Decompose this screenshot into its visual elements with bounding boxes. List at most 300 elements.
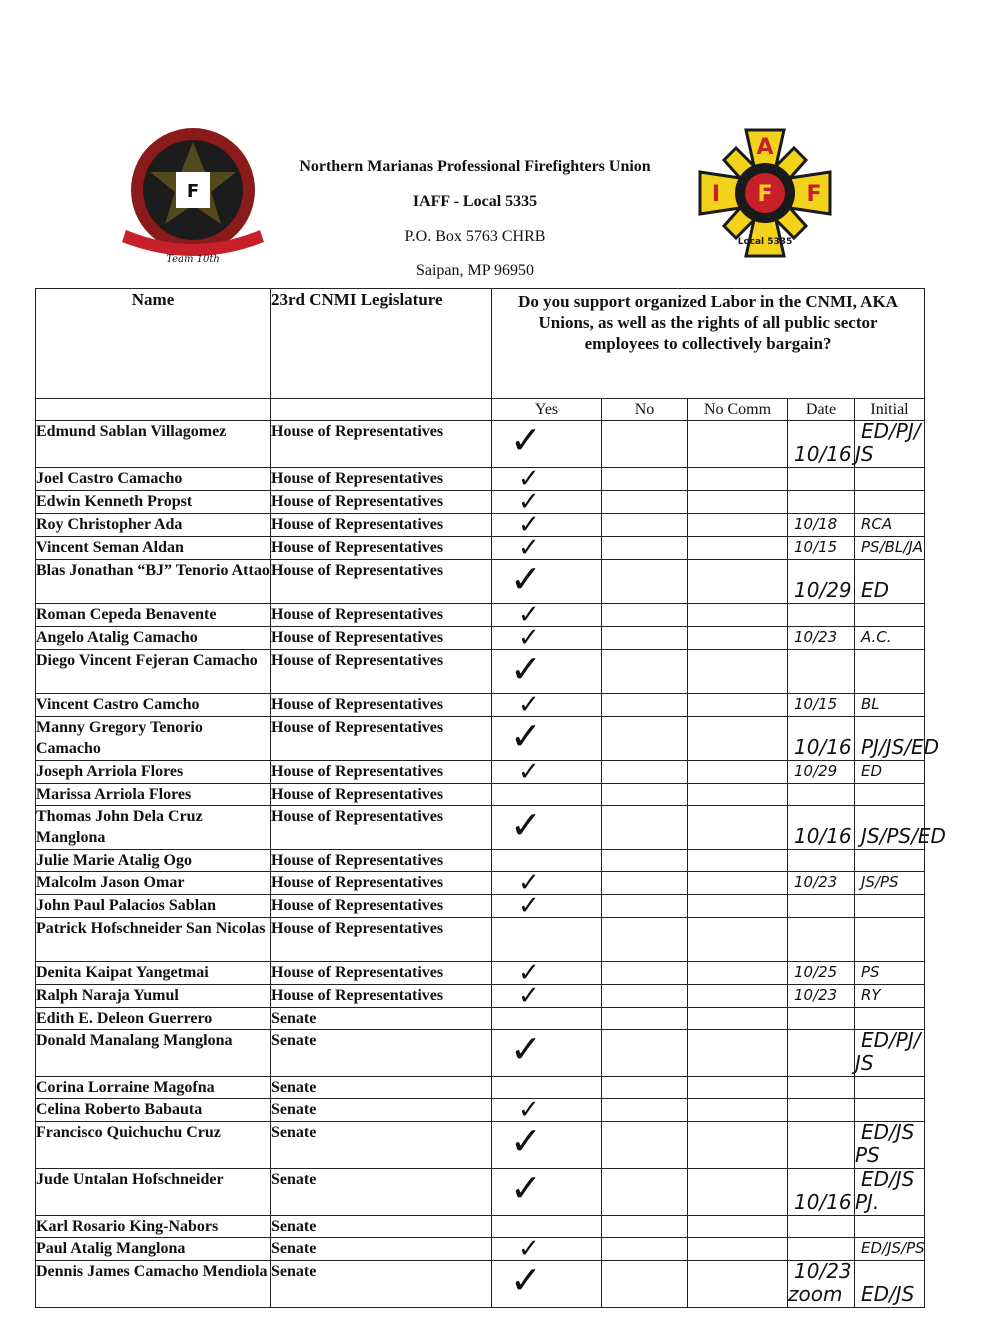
yes-cell (492, 1258, 602, 1308)
no-cell (602, 918, 688, 962)
date-cell (788, 491, 855, 514)
yes-cell (492, 981, 602, 1011)
handwritten-initials: JS/PS (861, 873, 899, 891)
yes-cell (492, 418, 602, 468)
no-comm-cell (688, 650, 788, 694)
handwritten-date (788, 1239, 794, 1257)
date-cell (788, 918, 855, 962)
table-row (36, 421, 925, 468)
date-cell (788, 421, 855, 468)
handwritten-date: 10/15 (794, 538, 838, 556)
date-cell (788, 1122, 855, 1169)
date-cell (788, 604, 855, 627)
no-comm-cell (688, 1216, 788, 1238)
handwritten-initials: ED/JS/PS (861, 1239, 925, 1257)
legislator-name: Donald Manalang Manglona (36, 1030, 271, 1077)
table-row (36, 627, 925, 650)
checkmark-icon: ✓ (518, 600, 540, 630)
handwritten-initials: JS/PS/ED (861, 824, 946, 848)
handwritten-date (788, 1051, 794, 1075)
table-row (36, 1122, 925, 1169)
initial-cell (855, 962, 925, 985)
yes-cell (492, 891, 602, 921)
checkmark-icon: ✓ (518, 1234, 540, 1264)
legislative-body: House of Representatives (271, 604, 492, 627)
handwritten-date (788, 851, 794, 869)
date-cell (788, 1216, 855, 1238)
checkmark-icon: ✓ (518, 533, 540, 563)
initial-column-header: Initial (855, 399, 925, 421)
yes-cell (492, 1119, 602, 1169)
handwritten-date: 10/29 (794, 762, 838, 780)
no-cell (602, 1238, 688, 1261)
legislative-body: House of Representatives (271, 537, 492, 560)
no-cell (602, 1008, 688, 1030)
no-cell (602, 468, 688, 491)
handwritten-initials: PJ/JS/ED (861, 735, 940, 759)
table-row (36, 491, 925, 514)
date-cell (788, 761, 855, 784)
checkmark-icon: ✓ (518, 958, 540, 988)
no-cell (602, 627, 688, 650)
handwritten-initials: ED/PJ/ JS (855, 419, 921, 466)
date-cell (788, 717, 855, 761)
no-cell (602, 784, 688, 806)
handwritten-initials (855, 1100, 861, 1118)
initial-cell (855, 421, 925, 468)
no-comm-cell (688, 468, 788, 491)
no-column-header: No (602, 399, 688, 421)
no-comm-cell (688, 1099, 788, 1122)
initial-cell (855, 468, 925, 491)
date-cell (788, 1169, 855, 1216)
handwritten-date: 10/25 (794, 963, 838, 981)
legislator-name: Corina Lorraine Magofna (36, 1077, 271, 1099)
legislative-body: Senate (271, 1030, 492, 1077)
legislator-survey-table (35, 288, 946, 1308)
letterhead (0, 0, 996, 290)
handwritten-date (788, 1217, 794, 1235)
no-comm-cell (688, 761, 788, 784)
svg-text:F: F (186, 181, 200, 202)
handwritten-date: 10/16 (794, 1190, 852, 1214)
handwritten-date: 10/29 (794, 578, 852, 602)
checkmark-icon: ✓ (510, 557, 542, 601)
handwritten-date (788, 668, 794, 692)
table-row (36, 1030, 925, 1077)
legislative-body: Senate (271, 1238, 492, 1261)
handwritten-initials (855, 1217, 861, 1235)
no-cell (602, 850, 688, 872)
yes-cell (492, 918, 602, 962)
yes-cell (492, 1166, 602, 1216)
initial-cell (855, 1261, 925, 1308)
handwritten-initials (855, 896, 861, 914)
legislator-name: Dennis James Camacho Mendiola (36, 1261, 271, 1308)
date-column-header: Date (788, 399, 855, 421)
table-row (36, 985, 925, 1008)
yes-column-header: Yes (492, 399, 602, 421)
initial-cell (855, 872, 925, 895)
svg-text:F: F (806, 182, 822, 207)
svg-text:I: I (711, 182, 721, 207)
no-comm-cell (688, 537, 788, 560)
no-cell (602, 694, 688, 717)
legislator-name: Thomas John Dela Cruz Manglona (36, 806, 271, 850)
legislator-name: Edwin Kenneth Propst (36, 491, 271, 514)
handwritten-initials (855, 605, 861, 623)
initial-cell (855, 918, 925, 962)
date-cell (788, 872, 855, 895)
date-cell (788, 895, 855, 918)
table-row (36, 806, 925, 850)
legislator-name: Karl Rosario King-Nabors (36, 1216, 271, 1238)
union-name: Northern Marianas Professional Firefighters Union (299, 158, 651, 175)
legislator-name: Francisco Quichuchu Cruz (36, 1122, 271, 1169)
no-cell (602, 604, 688, 627)
legislator-name: Edith E. Deleon Guerrero (36, 1008, 271, 1030)
legislator-name: Julie Marie Atalig Ogo (36, 850, 271, 872)
handwritten-initials: A.C. (861, 628, 892, 646)
handwritten-initials: ED/JS PS (855, 1120, 915, 1167)
checkmark-icon: ✓ (518, 487, 540, 517)
checkmark-icon: ✓ (510, 803, 542, 847)
legislator-name: Roman Cepeda Benavente (36, 604, 271, 627)
initial-cell (855, 761, 925, 784)
blank-header (271, 399, 492, 421)
no-comm-cell (688, 850, 788, 872)
yes-cell (492, 600, 602, 630)
table-row (36, 918, 925, 962)
no-cell (602, 962, 688, 985)
no-cell (602, 1261, 688, 1308)
no-cell (602, 985, 688, 1008)
initial-cell (855, 627, 925, 650)
initial-cell (855, 514, 925, 537)
date-cell (788, 1099, 855, 1122)
legislator-name: Patrick Hofschneider San Nicolas (36, 918, 271, 962)
table-row (36, 1261, 925, 1308)
handwritten-date (788, 1009, 794, 1027)
legislative-body: House of Representatives (271, 806, 492, 850)
handwritten-initials: ED (861, 762, 883, 780)
handwritten-initials: ED (861, 578, 890, 602)
legislative-body: House of Representatives (271, 468, 492, 491)
initial-cell (855, 537, 925, 560)
legislative-body: House of Representatives (271, 627, 492, 650)
legislative-body: House of Representatives (271, 761, 492, 784)
response-column-headers (36, 399, 925, 421)
no-comm-cell (688, 962, 788, 985)
yes-cell (492, 850, 602, 872)
handwritten-date (788, 896, 794, 914)
checkmark-icon: ✓ (510, 1027, 542, 1071)
legislator-name: Joel Castro Camacho (36, 468, 271, 491)
handwritten-date (788, 1143, 794, 1167)
checkmark-icon: ✓ (510, 1166, 542, 1210)
handwritten-initials: BL (861, 695, 880, 713)
legislator-name: Joseph Arriola Flores (36, 761, 271, 784)
date-cell (788, 784, 855, 806)
city-address: Saipan, MP 96950 (415, 262, 535, 279)
date-cell (788, 1238, 855, 1261)
handwritten-date (788, 492, 794, 510)
table-row (36, 514, 925, 537)
handwritten-date: 10/16 (794, 824, 852, 848)
handwritten-initials (855, 851, 861, 869)
handwritten-initials (855, 668, 861, 692)
legislative-body: Senate (271, 1077, 492, 1099)
handwritten-date: 10/15 (794, 695, 838, 713)
yes-cell (492, 1077, 602, 1099)
date-cell (788, 1008, 855, 1030)
table-row (36, 650, 925, 694)
no-cell (602, 1169, 688, 1216)
yes-cell (492, 757, 602, 787)
yes-cell (492, 784, 602, 806)
initial-cell (855, 806, 946, 850)
legislator-name: Angelo Atalig Camacho (36, 627, 271, 650)
handwritten-date: 10/16 (794, 442, 852, 466)
legislative-body: House of Representatives (271, 717, 492, 761)
table-row (36, 1008, 925, 1030)
yes-cell (492, 623, 602, 653)
initial-cell (855, 1169, 925, 1216)
date-cell (788, 1077, 855, 1099)
table-header-row (36, 289, 925, 399)
yes-cell (492, 1008, 602, 1030)
table-row (36, 1169, 925, 1216)
handwritten-initials: ED/JS PJ. (855, 1167, 915, 1214)
local-number: IAFF - Local 5335 (412, 193, 538, 210)
yes-cell (492, 533, 602, 563)
handwritten-date: 10/23 zoom (788, 1259, 852, 1306)
handwritten-date: 10/18 (794, 515, 838, 533)
table-row (36, 1077, 925, 1099)
legislative-body: House of Representatives (271, 694, 492, 717)
iaff-local-5335-logo (696, 126, 834, 260)
legislature-column-header: 23rd CNMI Legislature (271, 289, 492, 399)
no-cell (602, 895, 688, 918)
no-cell (602, 650, 688, 694)
handwritten-date (788, 605, 794, 623)
table-row (36, 895, 925, 918)
legislative-body: House of Representatives (271, 850, 492, 872)
no-cell (602, 761, 688, 784)
table-row (36, 604, 925, 627)
no-cell (602, 1077, 688, 1099)
no-comm-cell (688, 784, 788, 806)
table-row (36, 784, 925, 806)
no-cell (602, 421, 688, 468)
initial-cell (855, 1077, 925, 1099)
yes-cell (492, 803, 602, 850)
handwritten-date (788, 469, 794, 487)
handwritten-date: 10/23 (794, 873, 838, 891)
legislator-name: Marissa Arriola Flores (36, 784, 271, 806)
yes-cell (492, 714, 602, 761)
no-comm-cell (688, 421, 788, 468)
svg-text:Local 5335: Local 5335 (737, 237, 793, 247)
name-column-header: Name (36, 289, 271, 399)
legislator-name: Paul Atalig Manglona (36, 1238, 271, 1261)
yes-cell (492, 1234, 602, 1264)
initial-cell (855, 650, 925, 694)
checkmark-icon: ✓ (510, 647, 542, 691)
handwritten-initials (855, 1009, 861, 1027)
legislative-body: House of Representatives (271, 918, 492, 962)
no-comm-cell (688, 1030, 788, 1077)
yes-cell (492, 1216, 602, 1238)
legislative-body: House of Representatives (271, 560, 492, 604)
initial-cell (855, 717, 940, 761)
no-comm-cell (688, 1238, 788, 1261)
date-cell (788, 962, 855, 985)
yes-cell (492, 647, 602, 694)
checkmark-icon: ✓ (510, 714, 542, 758)
no-comm-cell (688, 717, 788, 761)
no-cell (602, 1216, 688, 1238)
yes-cell (492, 487, 602, 517)
no-comm-cell (688, 918, 788, 962)
legislative-body: House of Representatives (271, 872, 492, 895)
handwritten-date (788, 785, 794, 803)
legislator-name: John Paul Palacios Sablan (36, 895, 271, 918)
yes-cell (492, 464, 602, 494)
no-cell (602, 717, 688, 761)
initial-cell (855, 1099, 925, 1122)
legislative-body: Senate (271, 1216, 492, 1238)
svg-text:A: A (756, 135, 774, 160)
no-comm-column-header: No Comm (688, 399, 788, 421)
blank-header (36, 399, 271, 421)
no-comm-cell (688, 1261, 788, 1308)
no-comm-cell (688, 627, 788, 650)
handwritten-initials (855, 1078, 861, 1096)
table-row (36, 1238, 925, 1261)
legislative-body: Senate (271, 1008, 492, 1030)
date-cell (788, 514, 855, 537)
legislator-name: Jude Untalan Hofschneider (36, 1169, 271, 1216)
handwritten-initials: RY (861, 986, 881, 1004)
initial-cell (855, 784, 925, 806)
checkmark-icon: ✓ (518, 690, 540, 720)
no-comm-cell (688, 560, 788, 604)
table-row (36, 872, 925, 895)
date-cell (788, 850, 855, 872)
handwritten-date: 10/16 (794, 735, 852, 759)
legislator-name: Edmund Sablan Villagomez (36, 421, 271, 468)
no-cell (602, 806, 688, 850)
handwritten-date: 10/23 (794, 628, 838, 646)
yes-cell (492, 1027, 602, 1077)
checkmark-icon: ✓ (518, 464, 540, 494)
handwritten-date (788, 936, 794, 960)
no-comm-cell (688, 985, 788, 1008)
handwritten-date (788, 1078, 794, 1096)
checkmark-icon: ✓ (518, 868, 540, 898)
initial-cell (855, 1030, 925, 1077)
legislative-body: House of Representatives (271, 421, 492, 468)
legislator-name: Blas Jonathan “BJ” Tenorio Attao (36, 560, 271, 604)
legislative-body: House of Representatives (271, 985, 492, 1008)
handwritten-initials (855, 785, 861, 803)
legislator-name: Vincent Castro Camcho (36, 694, 271, 717)
no-comm-cell (688, 491, 788, 514)
table-row (36, 537, 925, 560)
checkmark-icon: ✓ (518, 510, 540, 540)
checkmark-icon: ✓ (510, 418, 542, 462)
no-cell (602, 514, 688, 537)
po-box: P.O. Box 5763 CHRB (404, 228, 546, 245)
no-comm-cell (688, 1077, 788, 1099)
svg-text:Team 10th: Team 10th (166, 254, 220, 265)
initial-cell (855, 1122, 925, 1169)
date-cell (788, 560, 855, 604)
legislative-body: House of Representatives (271, 962, 492, 985)
initial-cell (855, 491, 925, 514)
table-row (36, 1216, 925, 1238)
initial-cell (855, 850, 925, 872)
table-row (36, 761, 925, 784)
legislator-name: Vincent Seman Aldan (36, 537, 271, 560)
table-row (36, 717, 925, 761)
handwritten-initials (855, 492, 861, 510)
date-cell (788, 694, 855, 717)
checkmark-icon: ✓ (518, 891, 540, 921)
svg-text:F: F (757, 182, 773, 207)
legislative-body: House of Representatives (271, 514, 492, 537)
checkmark-icon: ✓ (510, 1119, 542, 1163)
initial-cell (855, 985, 925, 1008)
handwritten-initials: ED/PJ/ JS (855, 1028, 921, 1075)
no-comm-cell (688, 895, 788, 918)
date-cell (788, 537, 855, 560)
legislator-name: Ralph Naraja Yumul (36, 985, 271, 1008)
table-row (36, 1099, 925, 1122)
yes-cell (492, 690, 602, 720)
handwritten-initials: RCA (861, 515, 893, 533)
yes-cell (492, 1095, 602, 1125)
no-cell (602, 1099, 688, 1122)
no-comm-cell (688, 514, 788, 537)
handwritten-initials: PS/BL/JA (861, 538, 924, 556)
no-comm-cell (688, 694, 788, 717)
date-cell (788, 1261, 855, 1308)
handwritten-initials (855, 936, 861, 960)
date-cell (788, 468, 855, 491)
initial-cell (855, 560, 925, 604)
legislator-name: Denita Kaipat Yangetmai (36, 962, 271, 985)
handwritten-initials (855, 469, 861, 487)
yes-cell (492, 510, 602, 540)
legislative-body: Senate (271, 1169, 492, 1216)
legislator-name: Roy Christopher Ada (36, 514, 271, 537)
survey-question: Do you support organized Labor in the CNMI, AKA Unions, as well as the rights of all public sector employees to collectively bargain? (492, 289, 925, 399)
initial-cell (855, 604, 925, 627)
date-cell (788, 985, 855, 1008)
no-cell (602, 560, 688, 604)
no-cell (602, 1030, 688, 1077)
initial-cell (855, 694, 925, 717)
no-cell (602, 1122, 688, 1169)
checkmark-icon: ✓ (518, 981, 540, 1011)
no-cell (602, 872, 688, 895)
table-row (36, 850, 925, 872)
no-cell (602, 537, 688, 560)
handwritten-initials: PS (861, 963, 880, 981)
legislator-name: Celina Roberto Babauta (36, 1099, 271, 1122)
